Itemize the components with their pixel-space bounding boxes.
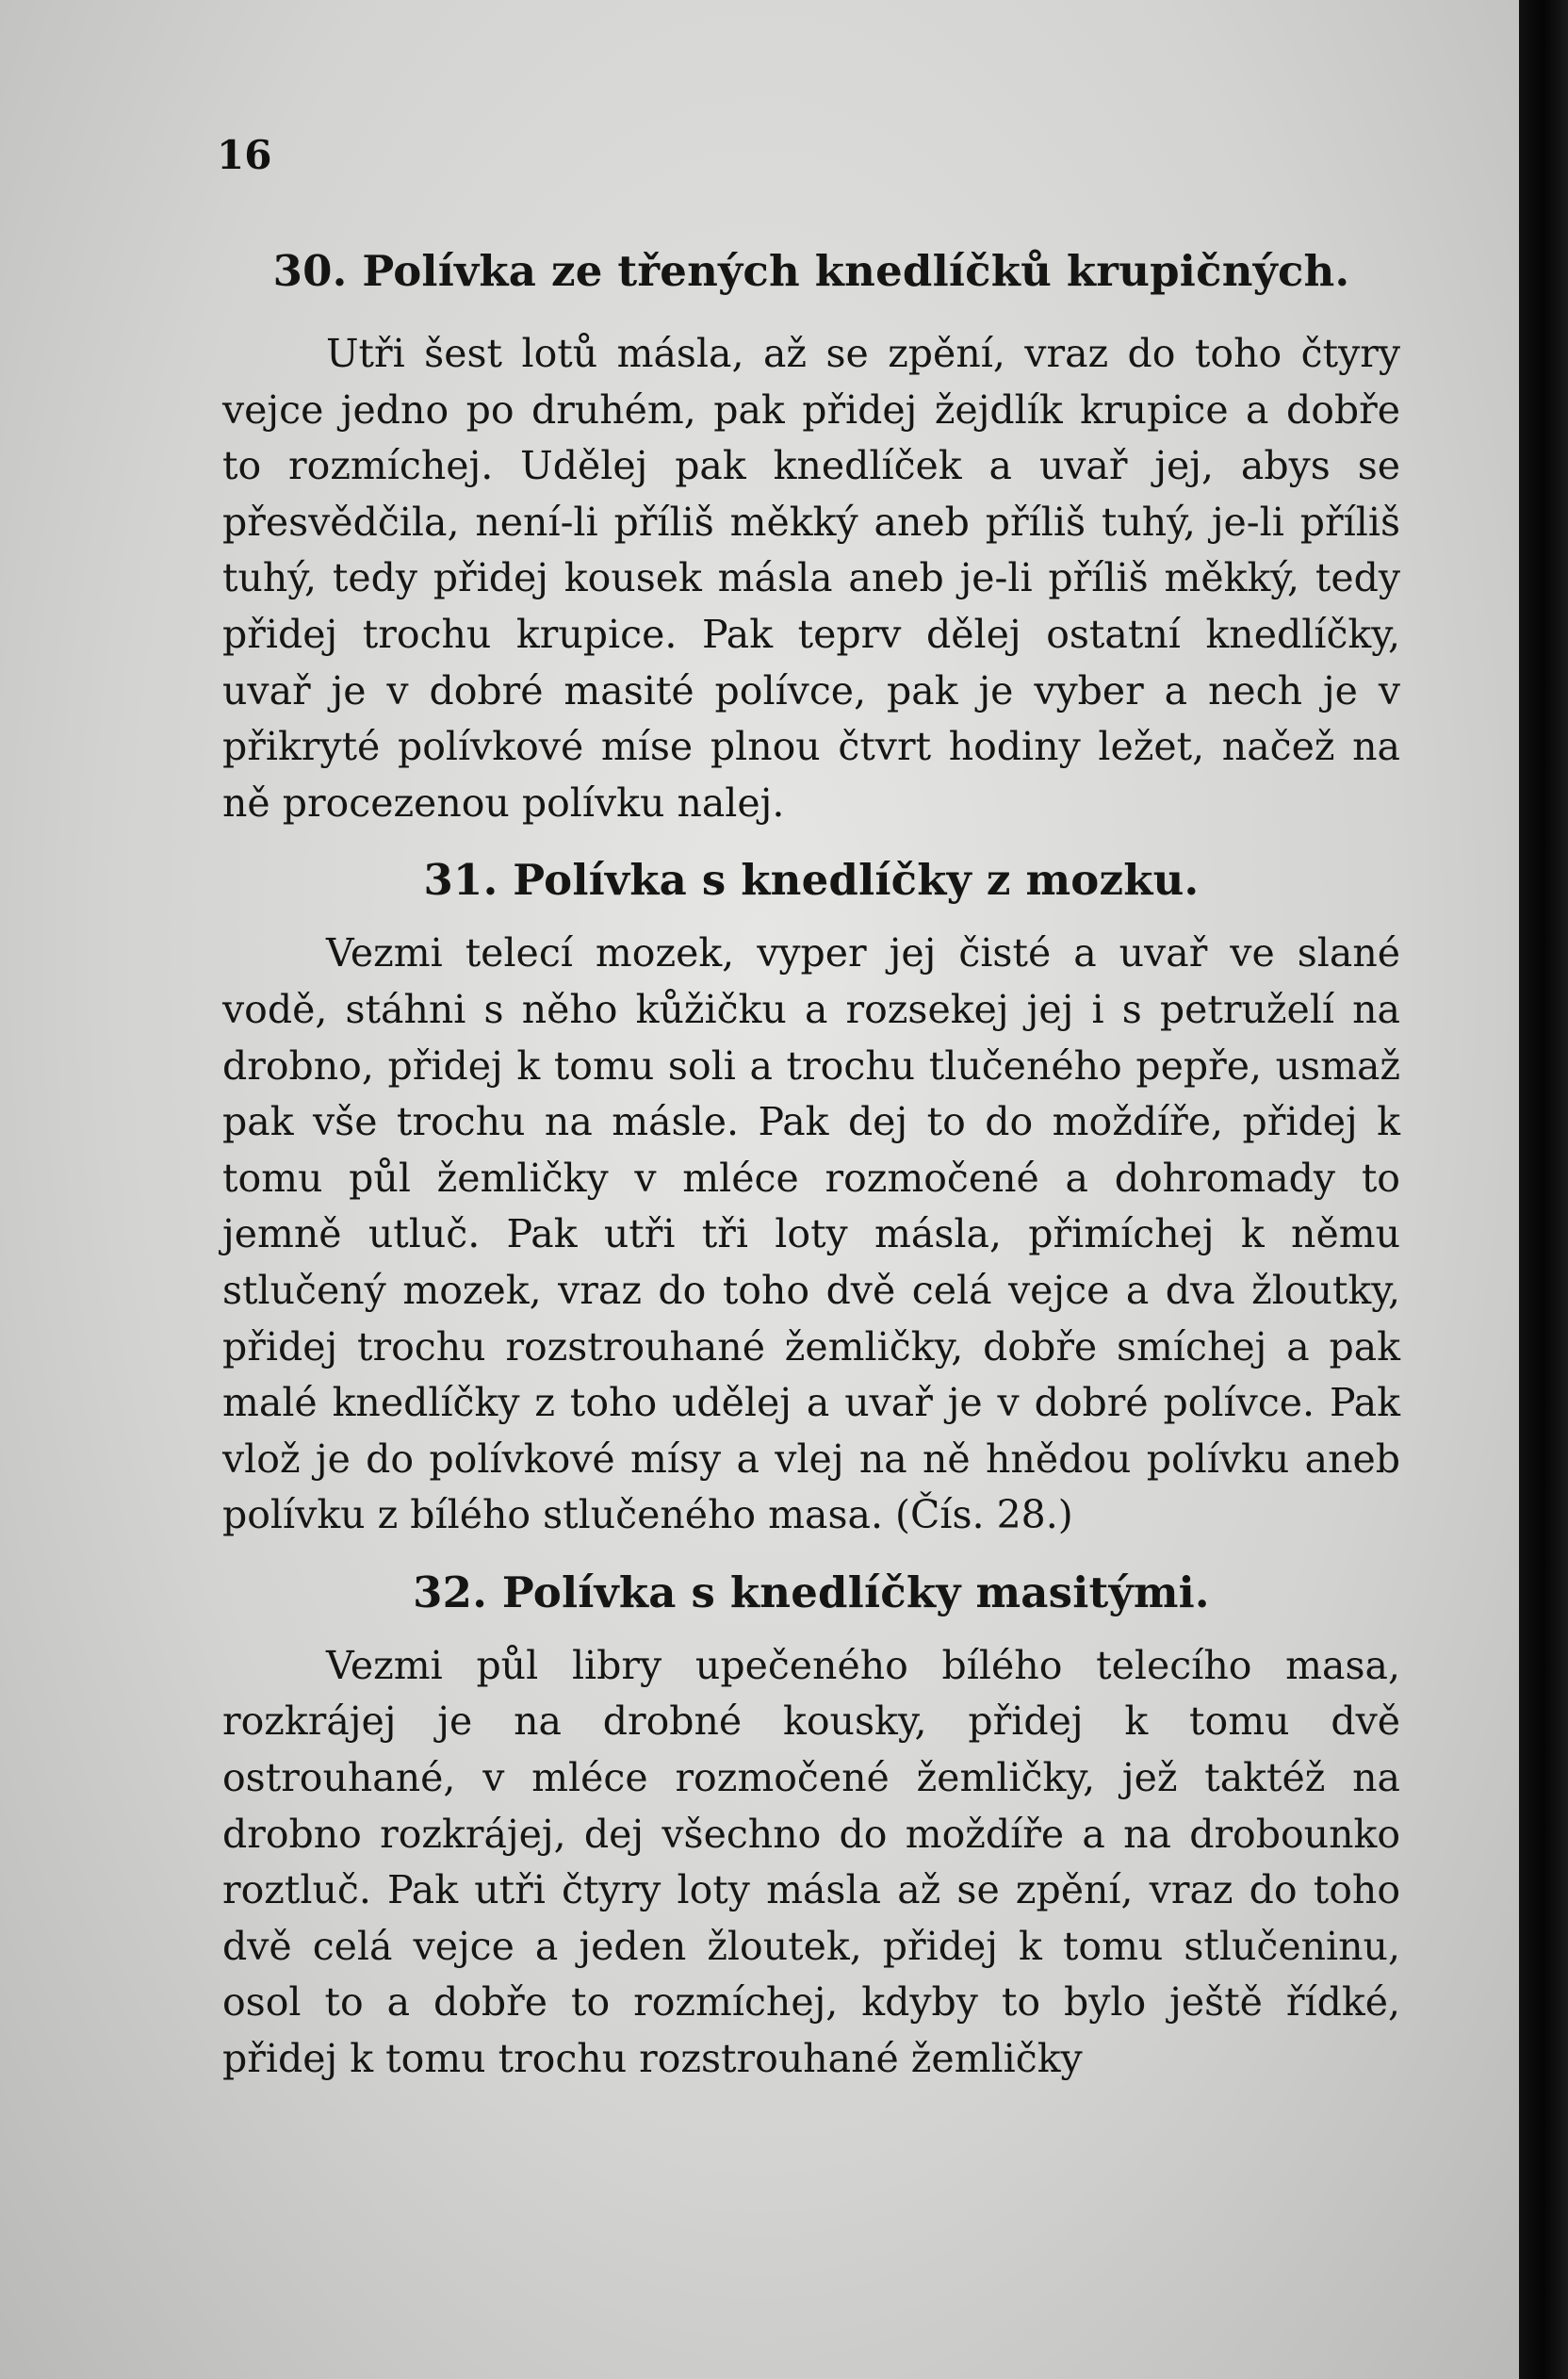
recipe-30-title: 30. Polívka ze třených knedlíčků krupičných. [272, 246, 1350, 296]
recipe-31-text: Vezmi telecí mozek, vyper jej čisté a uvař ve slané vodě, stáhni s něho kůžičku a rozsekej jej i s petruželí na drobno, přidej k tomu soli a trochu tlučeného pepře, usmaž pak vše trochu na másle. Pak dej to do moždíře, přidej k tomu půl žemličky v mléce rozmočené a dohromady to jemně utluč. Pak utři tři loty másla, přimíchej k němu stlučený mozek, vraz do toho dvě celá vejce a dva žloutky, přidej trochu rozstrouhané žemličky, dobře smíchej a pak malé knedlíčky z toho udělej a uvař je v dobré polívce. Pak vlož je do polívkové mísy a vlej na ně hnědou polívku aneb polívku z bílého stlučeného masa. (Čís. 28.) [222, 930, 1400, 1538]
page-number: 16 [217, 132, 272, 178]
page-content [222, 243, 1400, 2088]
recipe-30-text: Utři šest lotů másla, až se zpění, vraz do toho čtyry vejce jedno po druhém, pak přidej žejdlík krupice a dobře to rozmíchej. Udělej pak knedlíček a uvař jej, abys se přesvědčila, není-li příliš měkký aneb příliš tuhý, je-li příliš tuhý, tedy přidej kousek másla aneb je-li příliš měkký, tedy přidej trochu krupice. Pak teprv dělej ostatní knedlíčky, uvař je v dobré masité polívce, pak je vyber a nech je v přikryté polívkové míse plnou čtvrt hodiny ležet, načež na ně procezenou polívku nalej. [222, 331, 1400, 826]
recipe-31-title: 31. Polívka s knedlíčky z mozku. [423, 855, 1200, 906]
book-binding-edge [1519, 0, 1568, 2379]
recipe-32-title: 32. Polívka s knedlíčky masitými. [413, 1567, 1210, 1617]
recipe-32-text: Vezmi půl libry upečeného bílého telecího masa, rozkrájej je na drobné kousky, přidej k tomu dvě ostrouhané, v mléce rozmočené žemličky, jež taktéž na drobno rozkrájej, dej všechno do moždíře a na drobounko roztluč. Pak utři čtyry loty másla až se zpění, vraz do toho dvě celá vejce a jeden žloutek, přidej k tomu stlučeninu, osol to a dobře to rozmíchej, kdyby to bylo ještě řídké, přidej k tomu trochu rozstrouhané žemličky [222, 1642, 1400, 2082]
